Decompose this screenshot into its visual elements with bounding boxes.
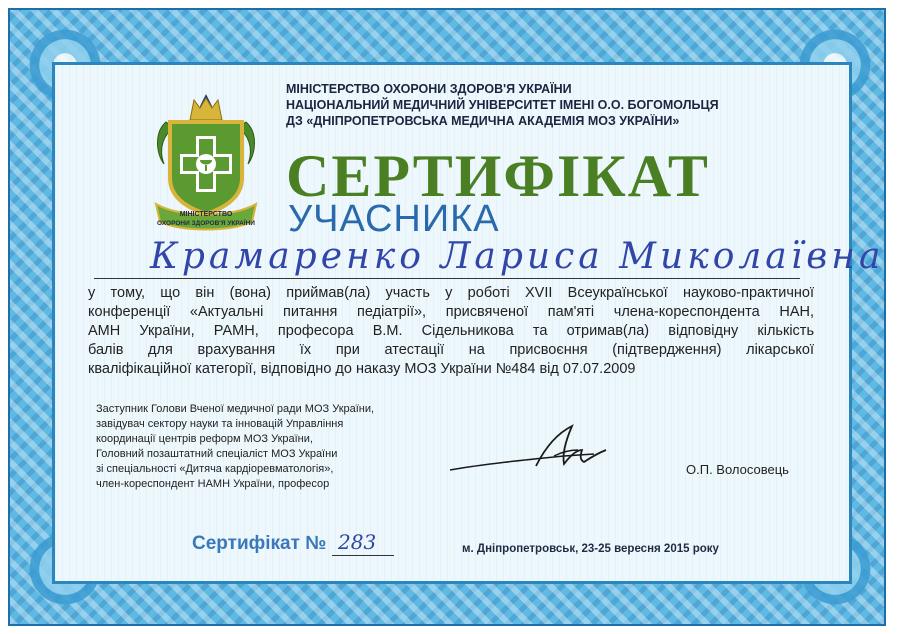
header-university: НАЦІОНАЛЬНИЙ МЕДИЧНИЙ УНІВЕРСИТЕТ ІМЕНІ О.О. БОГОМОЛЬЦЯ — [286, 98, 719, 112]
emblem-text-bottom: ОХОРОНИ ЗДОРОВ'Я УКРАЇНИ — [157, 220, 255, 227]
recipient-name: Крамаренко Лариса Миколаївна — [150, 236, 885, 277]
official-title-line: зі спеціальності «Дитяча кардіоревматологія», — [96, 463, 334, 475]
place-date: м. Дніпропетровськ, 23-25 вересня 2015 року — [462, 543, 719, 555]
official-title — [96, 402, 374, 492]
certificate-body — [88, 284, 814, 379]
official-title-line: координації центрів реформ МОЗ України, — [96, 433, 313, 445]
signer-name: О.П. Волосовець — [686, 462, 789, 477]
certificate-number: 283 — [338, 530, 377, 554]
official-title-line: Головний позаштатний спеціаліст МОЗ України — [96, 448, 338, 460]
official-title-line: завідувач сектору науки та інновацій Управління — [96, 418, 344, 430]
header-academy: ДЗ «ДНІПРОПЕТРОВСЬКА МЕДИЧНА АКАДЕМІЯ МОЗ УКРАЇНИ» — [286, 114, 680, 128]
body-line: у тому, що він (вона) приймав(ла) участь у роботі XVII Всеукраїнської науково-практичної — [88, 285, 814, 301]
emblem-text-top: МІНІСТЕРСТВО — [179, 211, 233, 218]
body-line: конференції «Актуальні питання педіатрії», присвяченої пам'яті члена-кореспондента НАН, — [88, 304, 814, 320]
handwritten-signature — [444, 420, 614, 480]
ministry-of-health-emblem-icon — [150, 92, 262, 234]
name-underline — [94, 278, 800, 279]
header-ministry: МІНІСТЕРСТВО ОХОРОНИ ЗДОРОВ'Я УКРАЇНИ — [286, 82, 572, 96]
official-title-line: член-кореспондент НАМН України, професор — [96, 478, 330, 490]
certificate-number-label: Сертифікат № — [192, 533, 327, 554]
certificate-number-underline — [332, 555, 394, 556]
official-title-line: Заступник Голови Вченої медичної ради МОЗ України, — [96, 403, 375, 415]
body-line: балів для врахування їх при атестації на присвоєння (підтвердження) лікарської — [88, 342, 814, 358]
page-title: СЕРТИФІКАТ — [286, 143, 710, 209]
body-line: кваліфікаційної категорії, відповідно до наказу МОЗ України №484 від 07.07.2009 — [88, 361, 636, 377]
page-subtitle: УЧАСНИКА — [288, 198, 500, 240]
body-line: АМН України, РАМН, професора В.М. Сідельникова та отримав(ла) відповідну кількість — [88, 323, 814, 339]
